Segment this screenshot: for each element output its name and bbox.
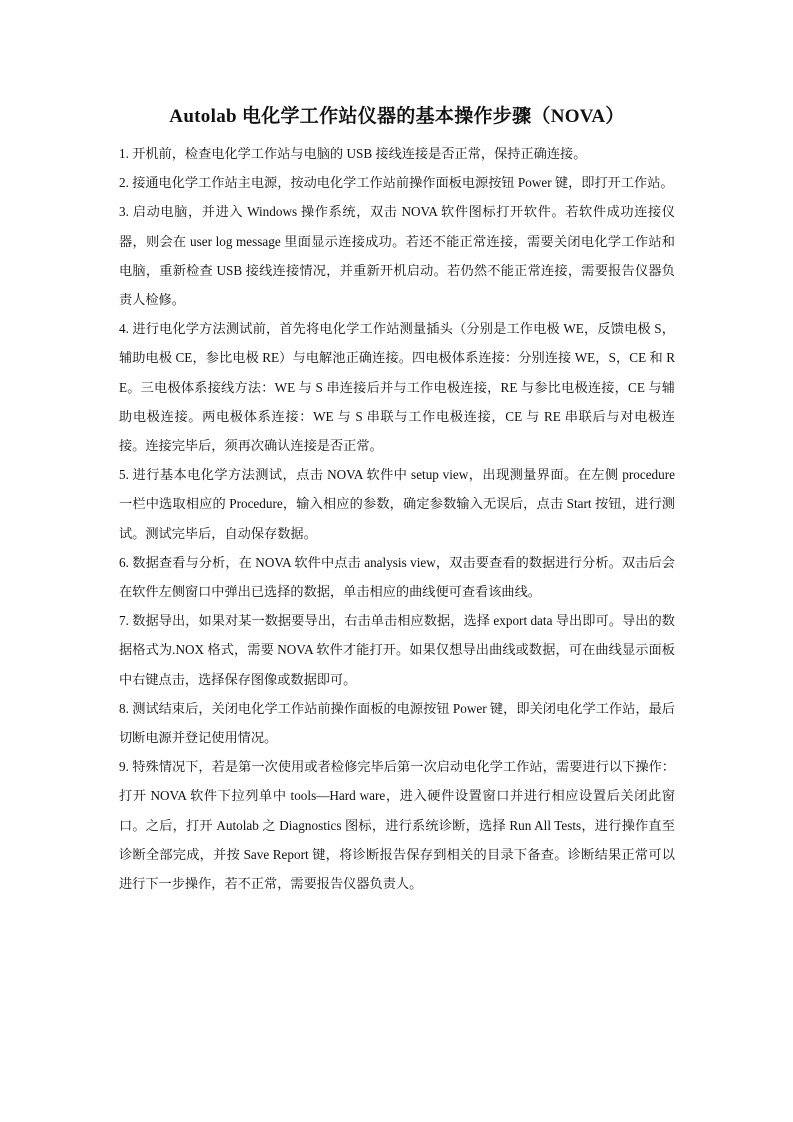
step-9: 9. 特殊情况下，若是第一次使用或者检修完毕后第一次启动电化学工作站，需要进行以下操作：打开 NOVA 软件下拉列单中 tools—Hard ware，进入硬件设置窗口并进行相应设置后关闭此窗口。之后，打开 Autolab 之 Diagnostics 图标，进行系统诊断，选择 Run All Tests，进行操作直至诊断全部完成，并按 Save Report 键，将诊断报告保存到相关的目录下备查。诊断结果正常可以进行下一步操作，若不正常，需要报告仪器负责人。 <box>119 759 675 892</box>
step-6: 6. 数据查看与分析，在 NOVA 软件中点击 analysis view，双击要查看的数据进行分析。双击后会在软件左侧窗口中弹出已选择的数据，单击相应的曲线便可查看该曲线。 <box>119 554 675 600</box>
document-title: Autolab 电化学工作站仪器的基本操作步骤（NOVA） <box>169 106 625 127</box>
step-7: 7. 数据导出，如果对某一数据要导出，右击单击相应数据，选择 export data 导出即可。导出的数据格式为.NOX 格式，需要 NOVA 软件才能打开。如果仅想导出曲线或数据，可在曲线显示面板中右键点击，选择保存图像或数据即可。 <box>119 613 675 687</box>
document-page <box>119 103 675 898</box>
step-5: 5. 进行基本电化学方法测试，点击 NOVA 软件中 setup view，出现测量界面。在左侧 procedure 一栏中选取相应的 Procedure，输入相应的参数，确定参数输入无误后，点击 Start 按钮，进行测试。测试完毕后，自动保存数据。 <box>119 467 675 541</box>
step-2: 2. 接通电化学工作站主电源，按动电化学工作站前操作面板电源按钮 Power 键，即打开工作站。 <box>119 175 674 191</box>
step-4: 4. 进行电化学方法测试前，首先将电化学工作站测量插头（分别是工作电极 WE，反馈电极 S，辅助电极 CE，参比电极 RE）与电解池正确连接。四电极体系连接：分别连接 WE，S，CE 和 RE。三电极体系接线方法：WE 与 S 串连接后并与工作电极连接，RE 与参比电极连接，CE 与辅助电极连接。两电极体系连接：WE 与 S 串联与工作电极连接，CE 与 RE 串联后与对电极连接。连接完毕后，须再次确认连接是否正常。 <box>119 321 675 454</box>
step-8: 8. 测试结束后，关闭电化学工作站前操作面板的电源按钮 Power 键，即关闭电化学工作站，最后切断电源并登记使用情况。 <box>119 700 675 746</box>
step-3: 3. 启动电脑，并进入 Windows 操作系统，双击 NOVA 软件图标打开软件。若软件成功连接仪器，则会在 user log message 里面显示连接成功。若还不能正常连接，需要关闭电化学工作站和电脑，重新检查 USB 接线连接情况，并重新开机启动。若仍然不能正常连接，需要报告仪器负责人检修。 <box>119 204 675 308</box>
step-1: 1. 开机前，检查电化学工作站与电脑的 USB 接线连接是否正常，保持正确连接。 <box>119 146 587 161</box>
